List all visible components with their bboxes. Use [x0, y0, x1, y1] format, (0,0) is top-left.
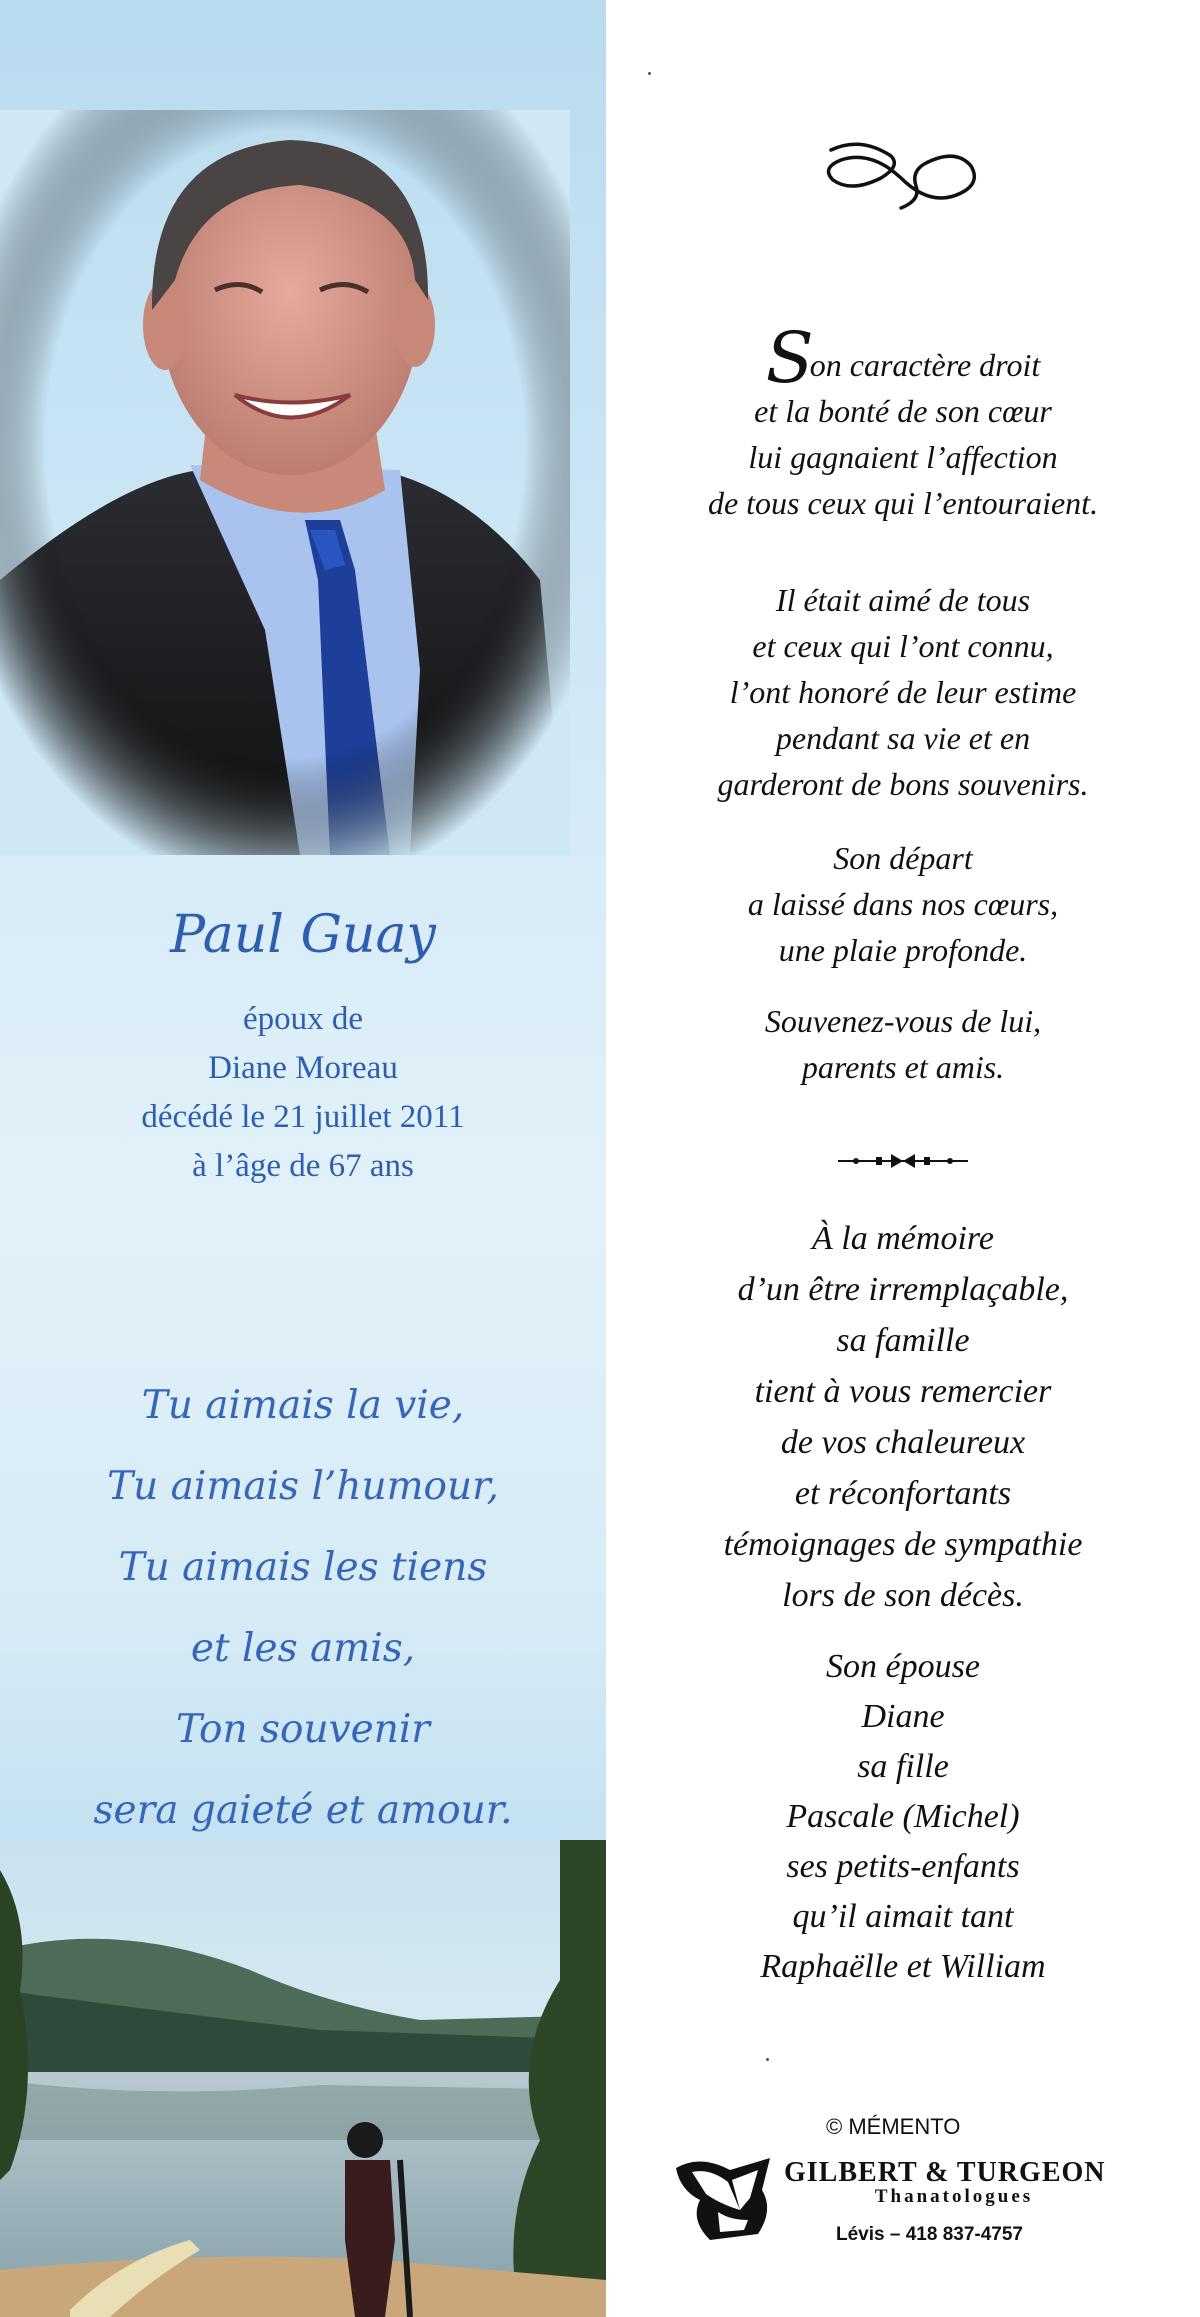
family-line: Diane — [861, 1698, 945, 1735]
tribute-line: garderont de bons souvenirs. — [717, 766, 1089, 802]
thanks-line: tient à vous remercier — [754, 1373, 1052, 1410]
lake-landscape-photo — [0, 1840, 606, 2317]
tribute-line: Souvenez-vous de lui, — [764, 1003, 1042, 1039]
tribute-first-line-rest: on caractère droit — [809, 347, 1041, 383]
poem-line: Ton souvenir — [176, 1707, 430, 1752]
family-line: ses petits-enfants — [786, 1848, 1020, 1885]
family-line: Son épouse — [826, 1648, 980, 1685]
tribute-line: et la bonté de son cœur — [754, 393, 1052, 429]
thanks-message — [606, 1213, 1200, 1621]
speck — [648, 72, 651, 75]
tribute-line: une plaie profonde. — [778, 932, 1028, 968]
family-line: Raphaëlle et William — [760, 1948, 1046, 1985]
poem-line: Tu aimais la vie, — [141, 1383, 465, 1428]
tribute-line: pendant sa vie et en — [775, 720, 1031, 756]
family-line: Pascale (Michel) — [786, 1798, 1020, 1835]
deceased-details — [0, 995, 606, 1191]
deceased-name: Paul Guay — [170, 905, 436, 965]
spouse-name: Diane Moreau — [208, 1050, 398, 1086]
portrait-photo — [0, 110, 570, 855]
tribute-line: Son départ — [833, 840, 973, 876]
speck — [766, 2058, 769, 2061]
thanks-line: lors de son décès. — [782, 1577, 1024, 1614]
tribute-paragraph-3 — [606, 835, 1200, 973]
spouse-of-line: époux de — [242, 1001, 364, 1037]
funeral-home-phone: Lévis – 418 837-4757 — [836, 2224, 1023, 2245]
poem-line: Tu aimais les tiens — [118, 1545, 488, 1590]
funeral-home-logo-icon — [670, 2150, 782, 2242]
poem-line: Tu aimais l’humour, — [107, 1464, 499, 1509]
thanks-line: sa famille — [836, 1322, 970, 1359]
poem-line: et les amis, — [190, 1626, 416, 1671]
age-at-death: à l’âge de 67 ans — [192, 1148, 414, 1184]
death-date: décédé le 21 juillet 2011 — [141, 1099, 465, 1135]
tribute-line: parents et amis. — [801, 1049, 1005, 1085]
funeral-home-name: GILBERT & TURGEON — [784, 2157, 1106, 2188]
tribute-paragraph-1 — [606, 317, 1200, 526]
tribute-paragraph-4 — [606, 998, 1200, 1090]
tribute-line: de tous ceux qui l’entouraient. — [707, 485, 1099, 521]
thanks-line: témoignages de sympathie — [723, 1526, 1083, 1563]
funeral-home-subtitle: Thanatologues — [874, 2186, 1034, 2207]
thanks-line: d’un être irremplaçable, — [737, 1271, 1069, 1308]
memorial-poem — [0, 1365, 606, 1851]
thanks-line: de vos chaleureux — [780, 1424, 1026, 1461]
poem-line: sera gaieté et amour. — [93, 1788, 513, 1833]
tribute-line: et ceux qui l’ont connu, — [752, 628, 1054, 664]
tribute-line: l’ont honoré de leur estime — [729, 674, 1077, 710]
family-line: qu’il aimait tant — [792, 1898, 1014, 1935]
separator-ornament-icon — [836, 1150, 970, 1172]
memorial-right-panel — [606, 0, 1200, 2317]
ornament-flourish-icon — [821, 138, 986, 218]
drop-cap: S — [765, 317, 814, 399]
thanks-line: À la mémoire — [812, 1220, 994, 1257]
thanks-line: et réconfortants — [794, 1475, 1012, 1512]
family-line: sa fille — [857, 1748, 949, 1785]
memento-credit: © MÉMENTO — [826, 2114, 961, 2139]
tribute-first-line — [606, 317, 1200, 399]
tribute-line: Il était aimé de tous — [775, 582, 1031, 618]
tribute-line: lui gagnaient l’affection — [748, 439, 1058, 475]
tribute-paragraph-2 — [606, 577, 1200, 807]
tribute-line: a laissé dans nos cœurs, — [747, 886, 1059, 922]
family-list — [606, 1642, 1200, 1992]
